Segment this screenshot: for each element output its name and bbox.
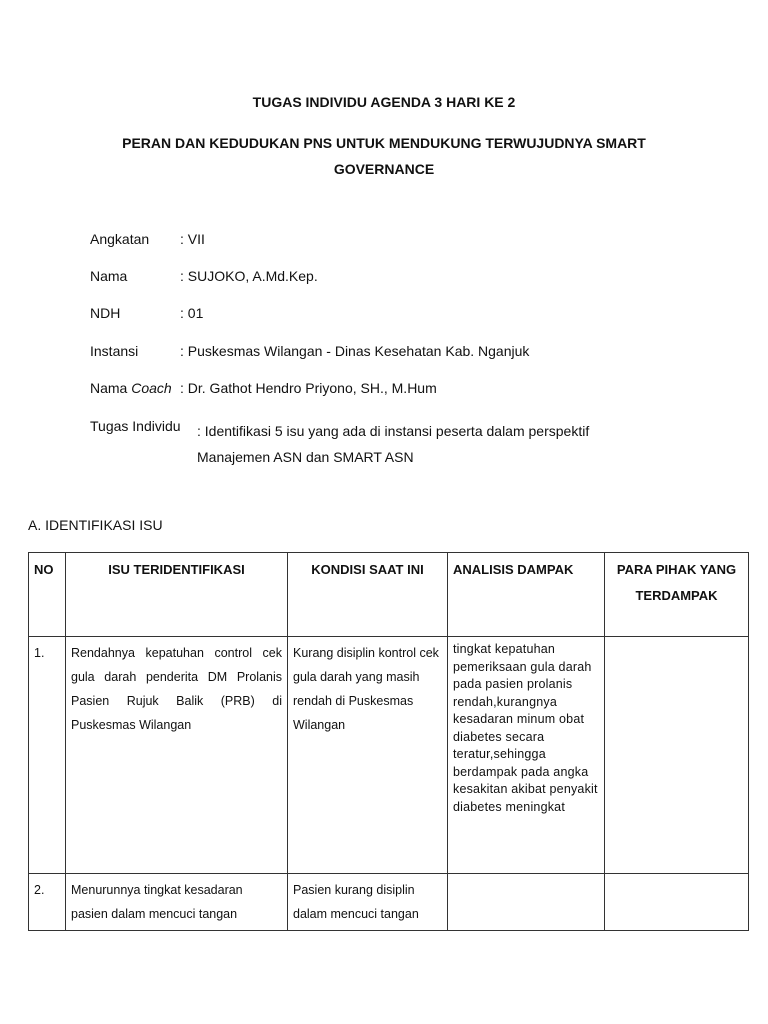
cell-kondisi: Pasien kurang disiplin dalam mencuci tangan bbox=[288, 874, 448, 931]
nama-label: Nama bbox=[90, 268, 128, 284]
instansi-value: : Puskesmas Wilangan - Dinas Kesehatan Kab. Nganjuk bbox=[180, 343, 530, 359]
tugas-label: Tugas Individu bbox=[90, 418, 181, 434]
cell-analisis: tingkat kepatuhan pemeriksaan gula darah pada pasien prolanis rendah,kurangnya kesadaran minum obat diabetes secara teratur,sehingga berdampak pada angka kesakitan akibat penyakit diabetes meningkat bbox=[448, 637, 605, 874]
coach-label: Nama Coach bbox=[90, 380, 172, 396]
header-isu: ISU TERIDENTIFIKASI bbox=[66, 553, 288, 637]
instansi-label: Instansi bbox=[90, 343, 139, 359]
section-title: A. IDENTIFIKASI ISU bbox=[28, 517, 163, 533]
table-header-row bbox=[29, 553, 749, 637]
cell-no: 1. bbox=[29, 637, 66, 874]
cell-isu: Menurunnya tingkat kesadaran pasien dalam mencuci tangan bbox=[66, 874, 288, 931]
table-row bbox=[29, 637, 749, 874]
cell-analisis bbox=[448, 874, 605, 931]
cell-kondisi: Kurang disiplin kontrol cek gula darah yang masih rendah di Puskesmas Wilangan bbox=[288, 637, 448, 874]
isu-table bbox=[28, 552, 749, 931]
header-no: NO bbox=[29, 553, 66, 637]
coach-value: : Dr. Gathot Hendro Priyono, SH., M.Hum bbox=[180, 380, 437, 396]
angkatan-value: : VII bbox=[180, 231, 205, 247]
cell-pihak bbox=[605, 637, 749, 874]
header-kondisi: KONDISI SAAT INI bbox=[288, 553, 448, 637]
nama-value: : SUJOKO, A.Md.Kep. bbox=[180, 268, 318, 284]
header-pihak: PARA PIHAK YANG TERDAMPAK bbox=[605, 553, 749, 637]
cell-no: 2. bbox=[29, 874, 66, 931]
header-analisis: ANALISIS DAMPAK bbox=[448, 553, 605, 637]
ndh-value: : 01 bbox=[180, 305, 204, 321]
tugas-value: : Identifikasi 5 isu yang ada di instansi peserta dalam perspektif Manajemen ASN dan SMART ASN bbox=[197, 423, 590, 465]
document-title: TUGAS INDIVIDU AGENDA 3 HARI KE 2 bbox=[252, 94, 516, 110]
table-row bbox=[29, 874, 749, 931]
cell-isu: Rendahnya kepatuhan control cek gula darah penderita DM Prolanis Pasien Rujuk Balik (PRB) di Puskesmas Wilangan bbox=[66, 637, 288, 874]
cell-pihak bbox=[605, 874, 749, 931]
ndh-label: NDH bbox=[90, 305, 121, 321]
document-subtitle: PERAN DAN KEDUDUKAN PNS UNTUK MENDUKUNG TERWUJUDNYA SMART GOVERNANCE bbox=[122, 135, 646, 177]
angkatan-label: Angkatan bbox=[90, 231, 150, 247]
